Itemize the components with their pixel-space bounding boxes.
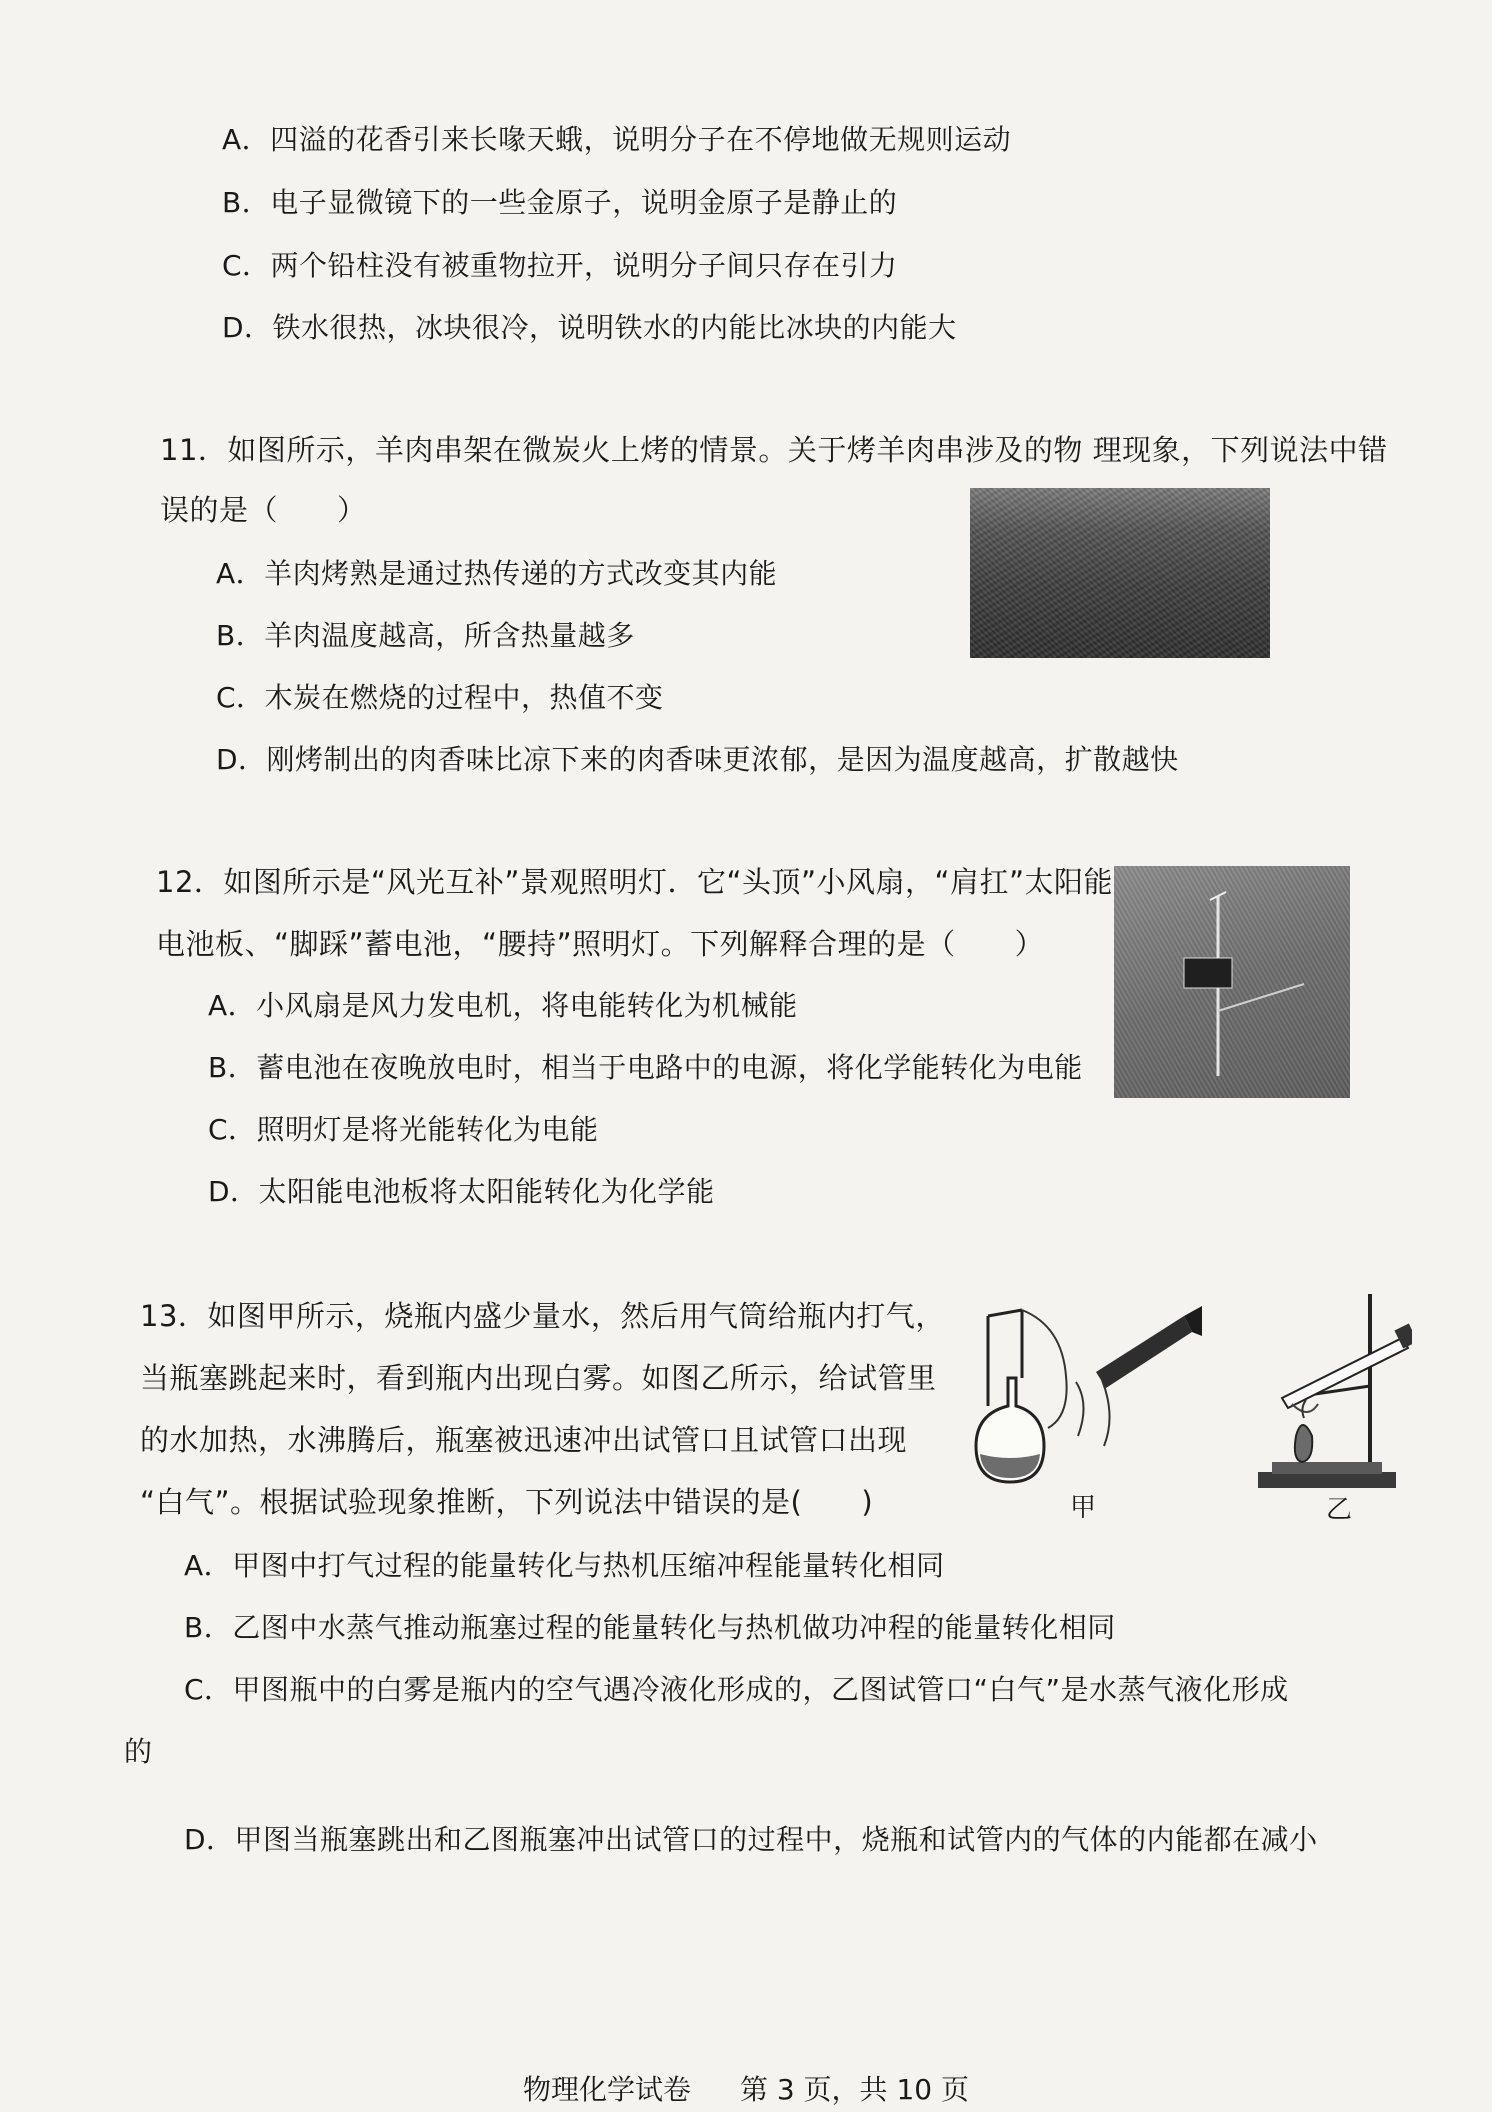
q10-option-b: B．电子显微镜下的一些金原子，说明金原子是静止的 — [222, 186, 898, 219]
q11-option-c: C．木炭在燃烧的过程中，热值不变 — [216, 681, 664, 714]
q11-option-a: A．羊肉烤熟是通过热传递的方式改变其内能 — [216, 557, 778, 590]
figure-jia-flask-pump — [966, 1296, 1206, 1486]
q12-stem-line1: 12．如图所示是“风光互补”景观照明灯．它“头顶”小风扇，“肩扛”太阳能 — [156, 865, 1114, 899]
q13-stem-line2: 当瓶塞跳起来时，看到瓶内出现白雾。如图乙所示，给试管里 — [140, 1361, 937, 1395]
q11-option-b: B．羊肉温度越高，所含热量越多 — [216, 619, 635, 652]
q10-option-c: C．两个铅柱没有被重物拉开，说明分子间只存在引力 — [222, 249, 898, 282]
q10-option-a: A．四溢的花香引来长喙天蛾，说明分子在不停地做无规则运动 — [222, 123, 1012, 156]
figure-yi-test-tube-heating — [1252, 1286, 1412, 1496]
figure-label-jia: 甲 — [1070, 1493, 1097, 1523]
lamb-skewer-photo — [970, 488, 1270, 658]
q10-option-d: D．铁水很热，冰块很冷，说明铁水的内能比冰块的内能大 — [222, 311, 957, 344]
q12-stem-line2: 电池板、“脚踩”蓄电池，“腰持”照明灯。下列解释合理的是（ ） — [156, 927, 1045, 961]
footer-subject: 物理化学试卷 — [523, 2073, 692, 2106]
q12-option-c: C．照明灯是将光能转化为电能 — [208, 1113, 599, 1146]
q13-option-a: A．甲图中打气过程的能量转化与热机压缩冲程能量转化相同 — [184, 1549, 945, 1582]
q11-stem-line2: 误的是（ ） — [160, 493, 367, 527]
q11-stem-line1: 11．如图所示，羊肉串架在微炭火上烤的情景。关于烤羊肉串涉及的物 理现象，下列说法中错 — [160, 433, 1388, 467]
q12-option-a: A．小风扇是风力发电机，将电能转化为机械能 — [208, 989, 798, 1022]
q11-option-d: D．刚烤制出的肉香味比凉下来的肉香味更浓郁，是因为温度越高，扩散越快 — [216, 743, 1179, 776]
q13-option-c: C．甲图瓶中的白雾是瓶内的空气遇冷液化形成的，乙图试管口“白气”是水蒸气液化形成 — [184, 1673, 1289, 1706]
q13-option-c-continued: 的 — [124, 1735, 153, 1768]
footer-page-number: 第 3 页，共 10 页 — [739, 2073, 969, 2106]
q13-stem-line4: “白气”。根据试验现象推断，下列说法中错误的是( ) — [140, 1485, 874, 1519]
q12-option-b: B．蓄电池在夜晚放电时，相当于电路中的电源，将化学能转化为电能 — [208, 1051, 1083, 1084]
q13-option-d: D．甲图当瓶塞跳出和乙图瓶塞冲出试管口的过程中，烧瓶和试管内的气体的内能都在减小 — [184, 1823, 1318, 1856]
page-footer — [0, 2068, 1492, 2108]
q13-stem-line3: 的水加热，水沸腾后，瓶塞被迅速冲出试管口且试管口出现 — [140, 1423, 908, 1457]
q13-option-b: B．乙图中水蒸气推动瓶塞过程的能量转化与热机做功冲程的能量转化相同 — [184, 1611, 1116, 1644]
q12-option-d: D．太阳能电池板将太阳能转化为化学能 — [208, 1175, 715, 1208]
q13-stem-line1: 13．如图甲所示，烧瓶内盛少量水，然后用气筒给瓶内打气， — [140, 1299, 945, 1333]
figure-label-yi: 乙 — [1326, 1495, 1353, 1525]
wind-solar-lamp-photo — [1114, 866, 1350, 1098]
